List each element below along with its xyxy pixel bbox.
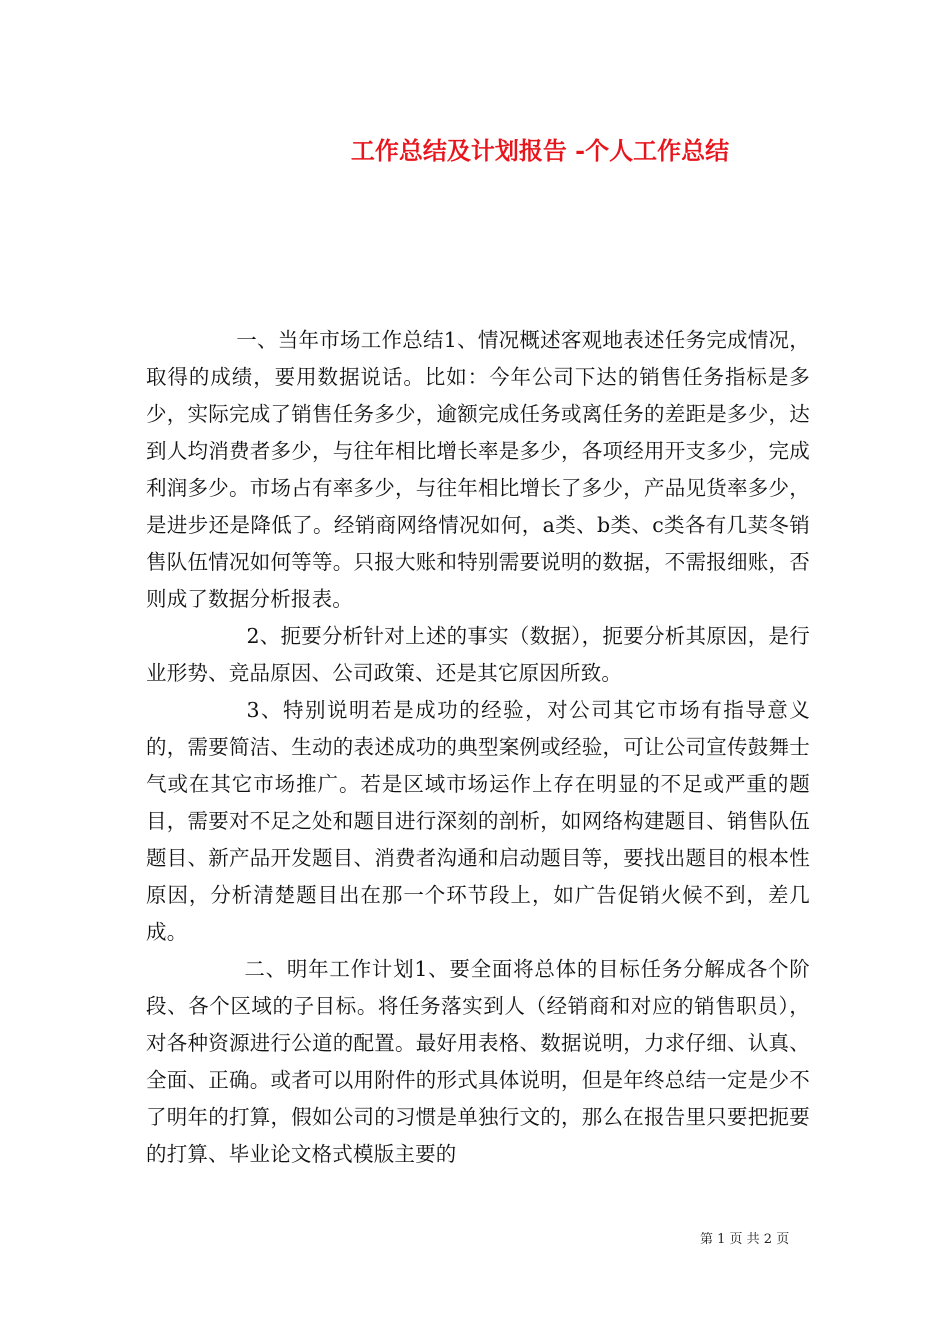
paragraph-brief-analysis: 2、扼要分析针对上述的事实（数据），扼要分析其原因，是行业形势、竞品原因、公司政策、还是其它原因所致。 (146, 624, 810, 685)
paragraph-next-year-plan: 二、明年工作计划1、要全面将总体的目标任务分解成各个阶段、各个区域的子目标。将任务落实到人（经销商和对应的销售职员），对各种资源进行公道的配置。最好用表格、数据说明，力求仔细、认真、全面、正确。或者可以用附件的形式具体说明，但是年终总结一定是少不了明年的打算，假如公司的习惯是单独行文的，那么在报告里只要把扼要的打算、毕业论文格式模版主要的 (146, 957, 810, 1166)
page-title: 工作总结及计划报告 -个人工作总结 (350, 136, 730, 165)
document-body (146, 322, 810, 1173)
page-number: 第 1 页 共 2 页 (700, 1232, 790, 1247)
paragraph-market-summary: 一、当年市场工作总结1、情况概述客观地表述任务完成情况，取得的成绩，要用数据说话。比如：今年公司下达的销售任务指标是多少，实际完成了销售任务多少，逾额完成任务或离任务的差距是多少，达到人均消费者多少，与往年相比增长率是多少，各项经用开支多少，完成利润多少。市场占有率多少，与往年相比增长了多少，产品见货率多少，是进步还是降低了。经销商网络情况如何，a类、b类、c类各有几荬冬销售队伍情况如何等等。只报大账和特别需要说明的数据，不需报细账，否则成了数据分析报表。 (146, 328, 810, 611)
paragraph-special-notes: 3、特别说明若是成功的经验，对公司其它市场有指导意义的，需要简洁、生动的表述成功的典型案例或经验，可让公司宣传鼓舞士气或在其它市场推广。若是区域市场运作上存在明显的不足或严重的题目，需要对不足之处和题目进行深刻的剖析，如网络构建题目、销售队伍题目、新产品开发题目、消费者沟通和启动题目等，要找出题目的根本性原因，分析清楚题目出在那一个环节段上，如广告促销火候不到，差几成。 (146, 698, 810, 944)
